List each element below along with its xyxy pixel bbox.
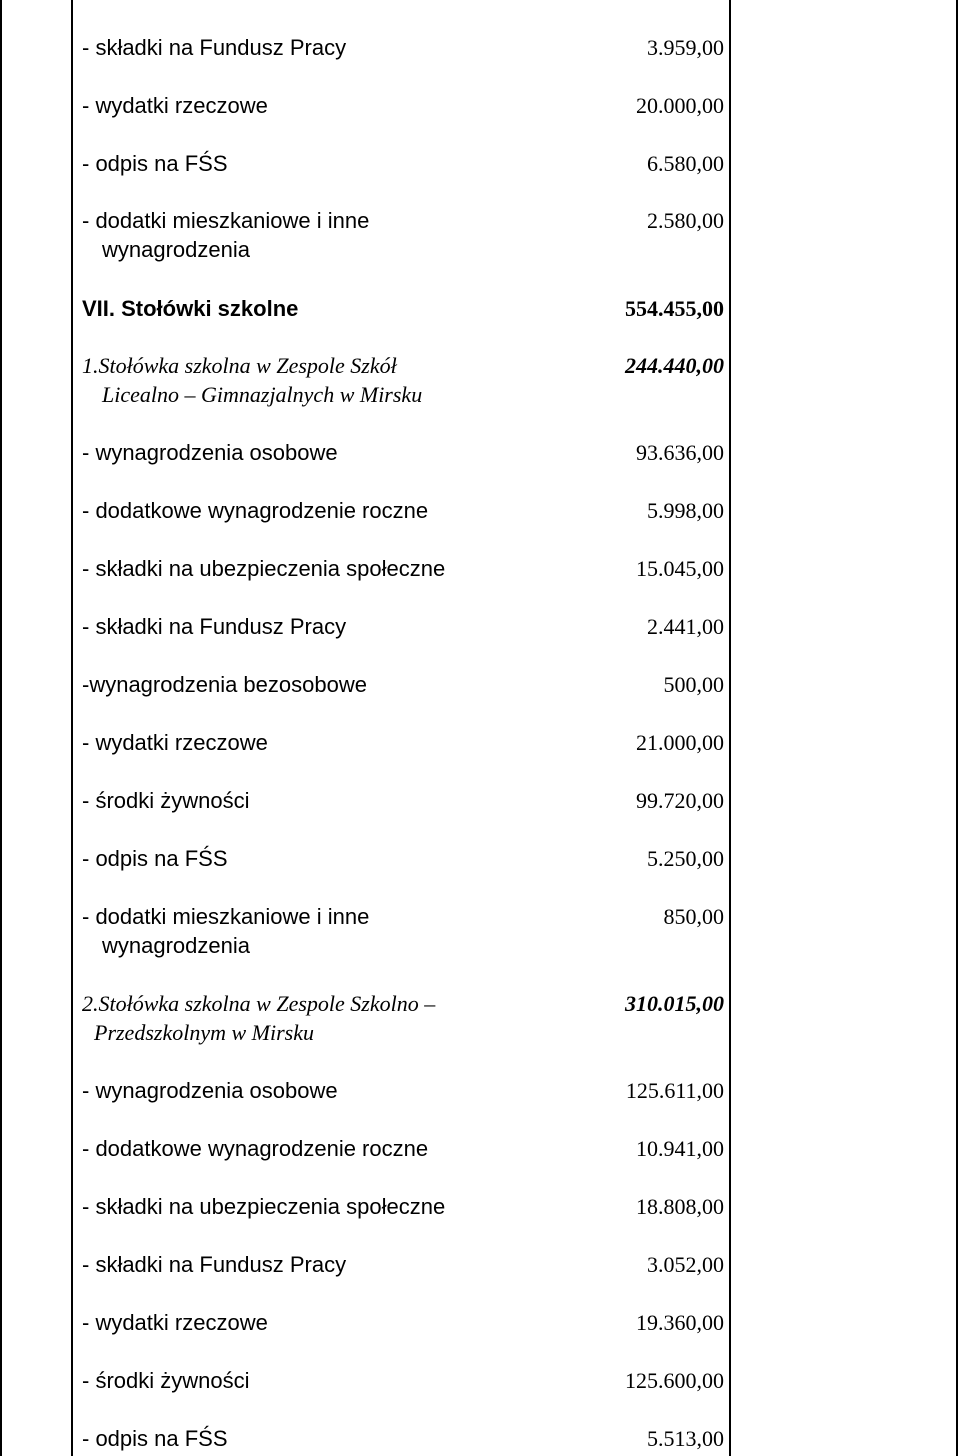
row-label (82, 206, 582, 264)
row-amount: 125.600,00 (625, 1368, 724, 1393)
row-label: - odpis na FŚS (82, 846, 228, 871)
row-label-line2: wynagrodzenia (102, 237, 250, 262)
table-border-right (956, 0, 958, 1456)
subsection-title-line1: 2.Stołówka szkolna w Zespole Szkolno – (82, 991, 436, 1016)
row-amount: 5.998,00 (647, 498, 724, 523)
row-amount: 6.580,00 (647, 151, 724, 176)
row-label: -wynagrodzenia bezosobowe (82, 672, 367, 697)
row-amount: 5.513,00 (647, 1426, 724, 1451)
row-label-line1: - dodatki mieszkaniowe i inne (82, 904, 370, 929)
subsection-total: 244.440,00 (625, 353, 724, 378)
row-label: - dodatkowe wynagrodzenie roczne (82, 498, 429, 523)
row-amount: 18.808,00 (636, 1194, 724, 1219)
row-amount: 125.611,00 (625, 1078, 724, 1103)
row-label: - składki na Fundusz Pracy (82, 35, 347, 60)
row-amount: 93.636,00 (636, 440, 724, 465)
row-label: - składki na ubezpieczenia społeczne (82, 1194, 446, 1219)
row-label: - wynagrodzenia osobowe (82, 440, 338, 465)
row-label: - wynagrodzenia osobowe (82, 1078, 338, 1103)
row-amount: 10.941,00 (636, 1136, 724, 1161)
row-amount: 2.580,00 (647, 208, 724, 233)
row-label-line1: - dodatki mieszkaniowe i inne (82, 208, 370, 233)
row-amount: 5.250,00 (647, 846, 724, 871)
row-amount: 21.000,00 (636, 730, 724, 755)
row-label-line2: wynagrodzenia (102, 933, 250, 958)
subsection-title-line2: Przedszkolnym w Mirsku (94, 1020, 314, 1045)
row-amount: 19.360,00 (636, 1310, 724, 1335)
row-label: - dodatkowe wynagrodzenie roczne (82, 1136, 429, 1161)
subsection-title (82, 351, 582, 409)
row-amount: 15.045,00 (636, 556, 724, 581)
row-label: - wydatki rzeczowe (82, 93, 268, 118)
subsection-total: 310.015,00 (625, 991, 724, 1016)
subsection-title-line1: 1.Stołówka szkolna w Zespole Szkół (82, 353, 397, 378)
row-amount: 3.052,00 (647, 1252, 724, 1277)
table-column-divider-2 (729, 0, 731, 1456)
subsection-title (82, 989, 582, 1047)
table-column-divider-1 (71, 0, 73, 1456)
row-label: - środki żywności (82, 1368, 250, 1393)
table-border-left (0, 0, 2, 1456)
row-amount: 850,00 (663, 904, 724, 929)
row-amount: 3.959,00 (647, 35, 724, 60)
row-label: - odpis na FŚS (82, 1426, 228, 1451)
row-label: - składki na ubezpieczenia społeczne (82, 556, 446, 581)
row-amount: 2.441,00 (647, 614, 724, 639)
row-label: - składki na Fundusz Pracy (82, 1252, 347, 1277)
row-amount: 20.000,00 (636, 93, 724, 118)
subsection-title-line2: Licealno – Gimnazjalnych w Mirsku (102, 382, 423, 407)
row-label (82, 902, 582, 960)
row-amount: 99.720,00 (636, 788, 724, 813)
section-total: 554.455,00 (625, 296, 724, 321)
row-label: - wydatki rzeczowe (82, 1310, 268, 1335)
row-label: - środki żywności (82, 788, 250, 813)
row-amount: 500,00 (663, 672, 724, 697)
section-title: VII. Stołówki szkolne (82, 296, 299, 321)
row-label: - składki na Fundusz Pracy (82, 614, 347, 639)
row-label: - odpis na FŚS (82, 151, 228, 176)
row-label: - wydatki rzeczowe (82, 730, 268, 755)
